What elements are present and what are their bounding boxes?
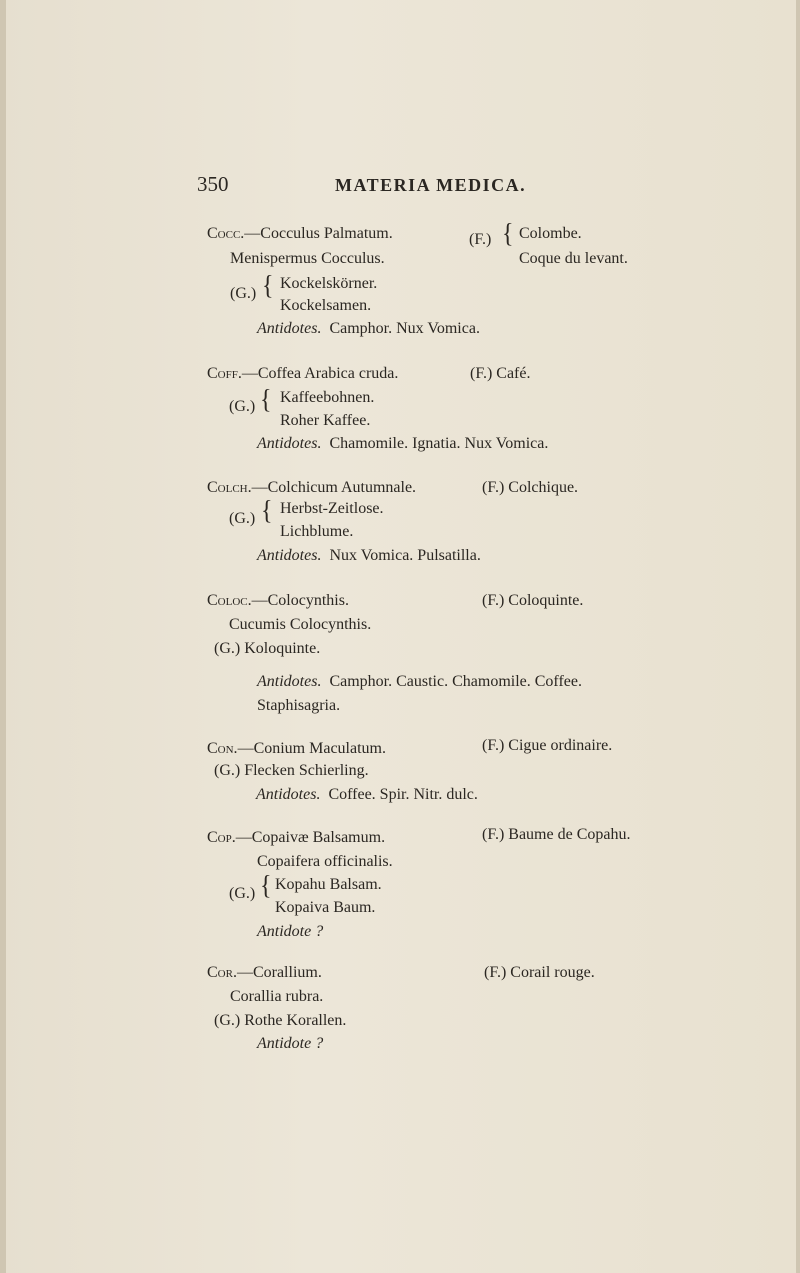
page-number: 350: [197, 172, 229, 196]
page-right-edge: [796, 0, 800, 1273]
page-left-edge: [0, 0, 6, 1273]
french-name: (F.) Coloquinte.: [482, 592, 584, 609]
entry-abbr: Colch.: [207, 479, 252, 496]
alt-latin-name: Menispermus Cocculus.: [230, 250, 385, 267]
german-name: Kopahu Balsam.: [275, 876, 382, 893]
french-name: (F.) Corail rouge.: [484, 964, 595, 981]
entry-heading: [207, 740, 386, 758]
antidotes-line: [256, 786, 478, 804]
german-tag: (G.): [229, 398, 256, 415]
brace: {: [502, 219, 514, 249]
antidote-unknown: Antidote ?: [257, 1035, 324, 1052]
antidotes-list: Camphor. Nux Vomica.: [329, 320, 480, 337]
entry-abbr: Cop.: [207, 829, 236, 846]
antidotes-list: Chamomile. Ignatia. Nux Vomica.: [329, 435, 549, 452]
entry-heading: [207, 225, 393, 243]
french-name: (F.) Baume de Copahu.: [482, 826, 631, 843]
latin-name: —Colocynthis.: [251, 592, 349, 609]
french-name: (F.) Colchique.: [482, 479, 579, 496]
alt-latin-name: Copaifera officinalis.: [257, 853, 393, 870]
entry-abbr: Con.: [207, 740, 238, 757]
alt-latin-name: Corallia rubra.: [230, 988, 324, 1005]
french-name: Coque du levant.: [519, 250, 628, 267]
french-name: Colombe.: [519, 225, 582, 242]
entry-heading: [207, 964, 322, 982]
french-name: (F.) Cigue ordinaire.: [482, 737, 613, 754]
antidotes-label: Antidotes.: [257, 673, 322, 690]
antidotes-label: Antidotes.: [257, 320, 322, 337]
german-name: Kockelskörner.: [280, 275, 378, 292]
antidotes-list: Coffee. Spir. Nitr. dulc.: [328, 786, 478, 803]
antidotes-label: Antidotes.: [257, 547, 322, 564]
german-name: Herbst-Zeitlose.: [280, 500, 384, 517]
antidotes-list-continued: Staphisagria.: [257, 697, 341, 714]
german-name: Roher Kaffee.: [280, 412, 371, 429]
entry-abbr: Coloc.: [207, 592, 252, 609]
antidotes-label: Antidotes.: [256, 786, 321, 803]
german-name: (G.) Flecken Schierling.: [214, 762, 369, 779]
entry-abbr: Cocc.: [207, 225, 245, 242]
entry-heading: [207, 829, 385, 847]
german-name: Lichblume.: [280, 523, 354, 540]
brace: {: [262, 271, 274, 301]
german-tag: (G.): [229, 510, 256, 527]
german-tag: (G.): [229, 885, 256, 902]
brace: {: [260, 385, 272, 415]
running-head: MATERIA MEDICA.: [335, 175, 527, 195]
antidotes-line: [257, 320, 480, 338]
antidotes-list: Camphor. Caustic. Chamomile. Coffee.: [329, 673, 582, 690]
entry-abbr: Cor.: [207, 964, 237, 981]
german-name: (G.) Koloquinte.: [214, 640, 321, 657]
latin-name: —Coffea Arabica cruda.: [241, 365, 399, 382]
entry-heading: [207, 592, 349, 610]
antidotes-label: Antidotes.: [257, 435, 322, 452]
german-tag: (G.): [230, 285, 257, 302]
alt-latin-name: Cucumis Colocynthis.: [229, 616, 372, 633]
entry-abbr: Coff.: [207, 365, 242, 382]
brace: {: [260, 871, 272, 901]
latin-name: —Conium Maculatum.: [237, 740, 386, 757]
french-tag: (F.): [469, 231, 492, 248]
latin-name: —Cocculus Palmatum.: [244, 225, 393, 242]
entry-heading: [207, 365, 398, 383]
antidote-unknown: Antidote ?: [257, 923, 324, 940]
antidotes-line: [257, 435, 548, 453]
german-name: Kopaiva Baum.: [275, 899, 376, 916]
entry-heading: [207, 479, 416, 497]
german-name: Kockelsamen.: [280, 297, 372, 314]
brace: {: [261, 496, 273, 526]
antidotes-line: [257, 547, 481, 565]
latin-name: —Colchicum Autumnale.: [251, 479, 417, 496]
french-name: (F.) Café.: [470, 365, 531, 382]
german-name: Kaffeebohnen.: [280, 389, 375, 406]
latin-name: —Copaivæ Balsamum.: [235, 829, 386, 846]
latin-name: —Corallium.: [236, 964, 322, 981]
antidotes-line: [257, 673, 582, 691]
german-name: (G.) Rothe Korallen.: [214, 1012, 347, 1029]
antidotes-list: Nux Vomica. Pulsatilla.: [329, 547, 481, 564]
